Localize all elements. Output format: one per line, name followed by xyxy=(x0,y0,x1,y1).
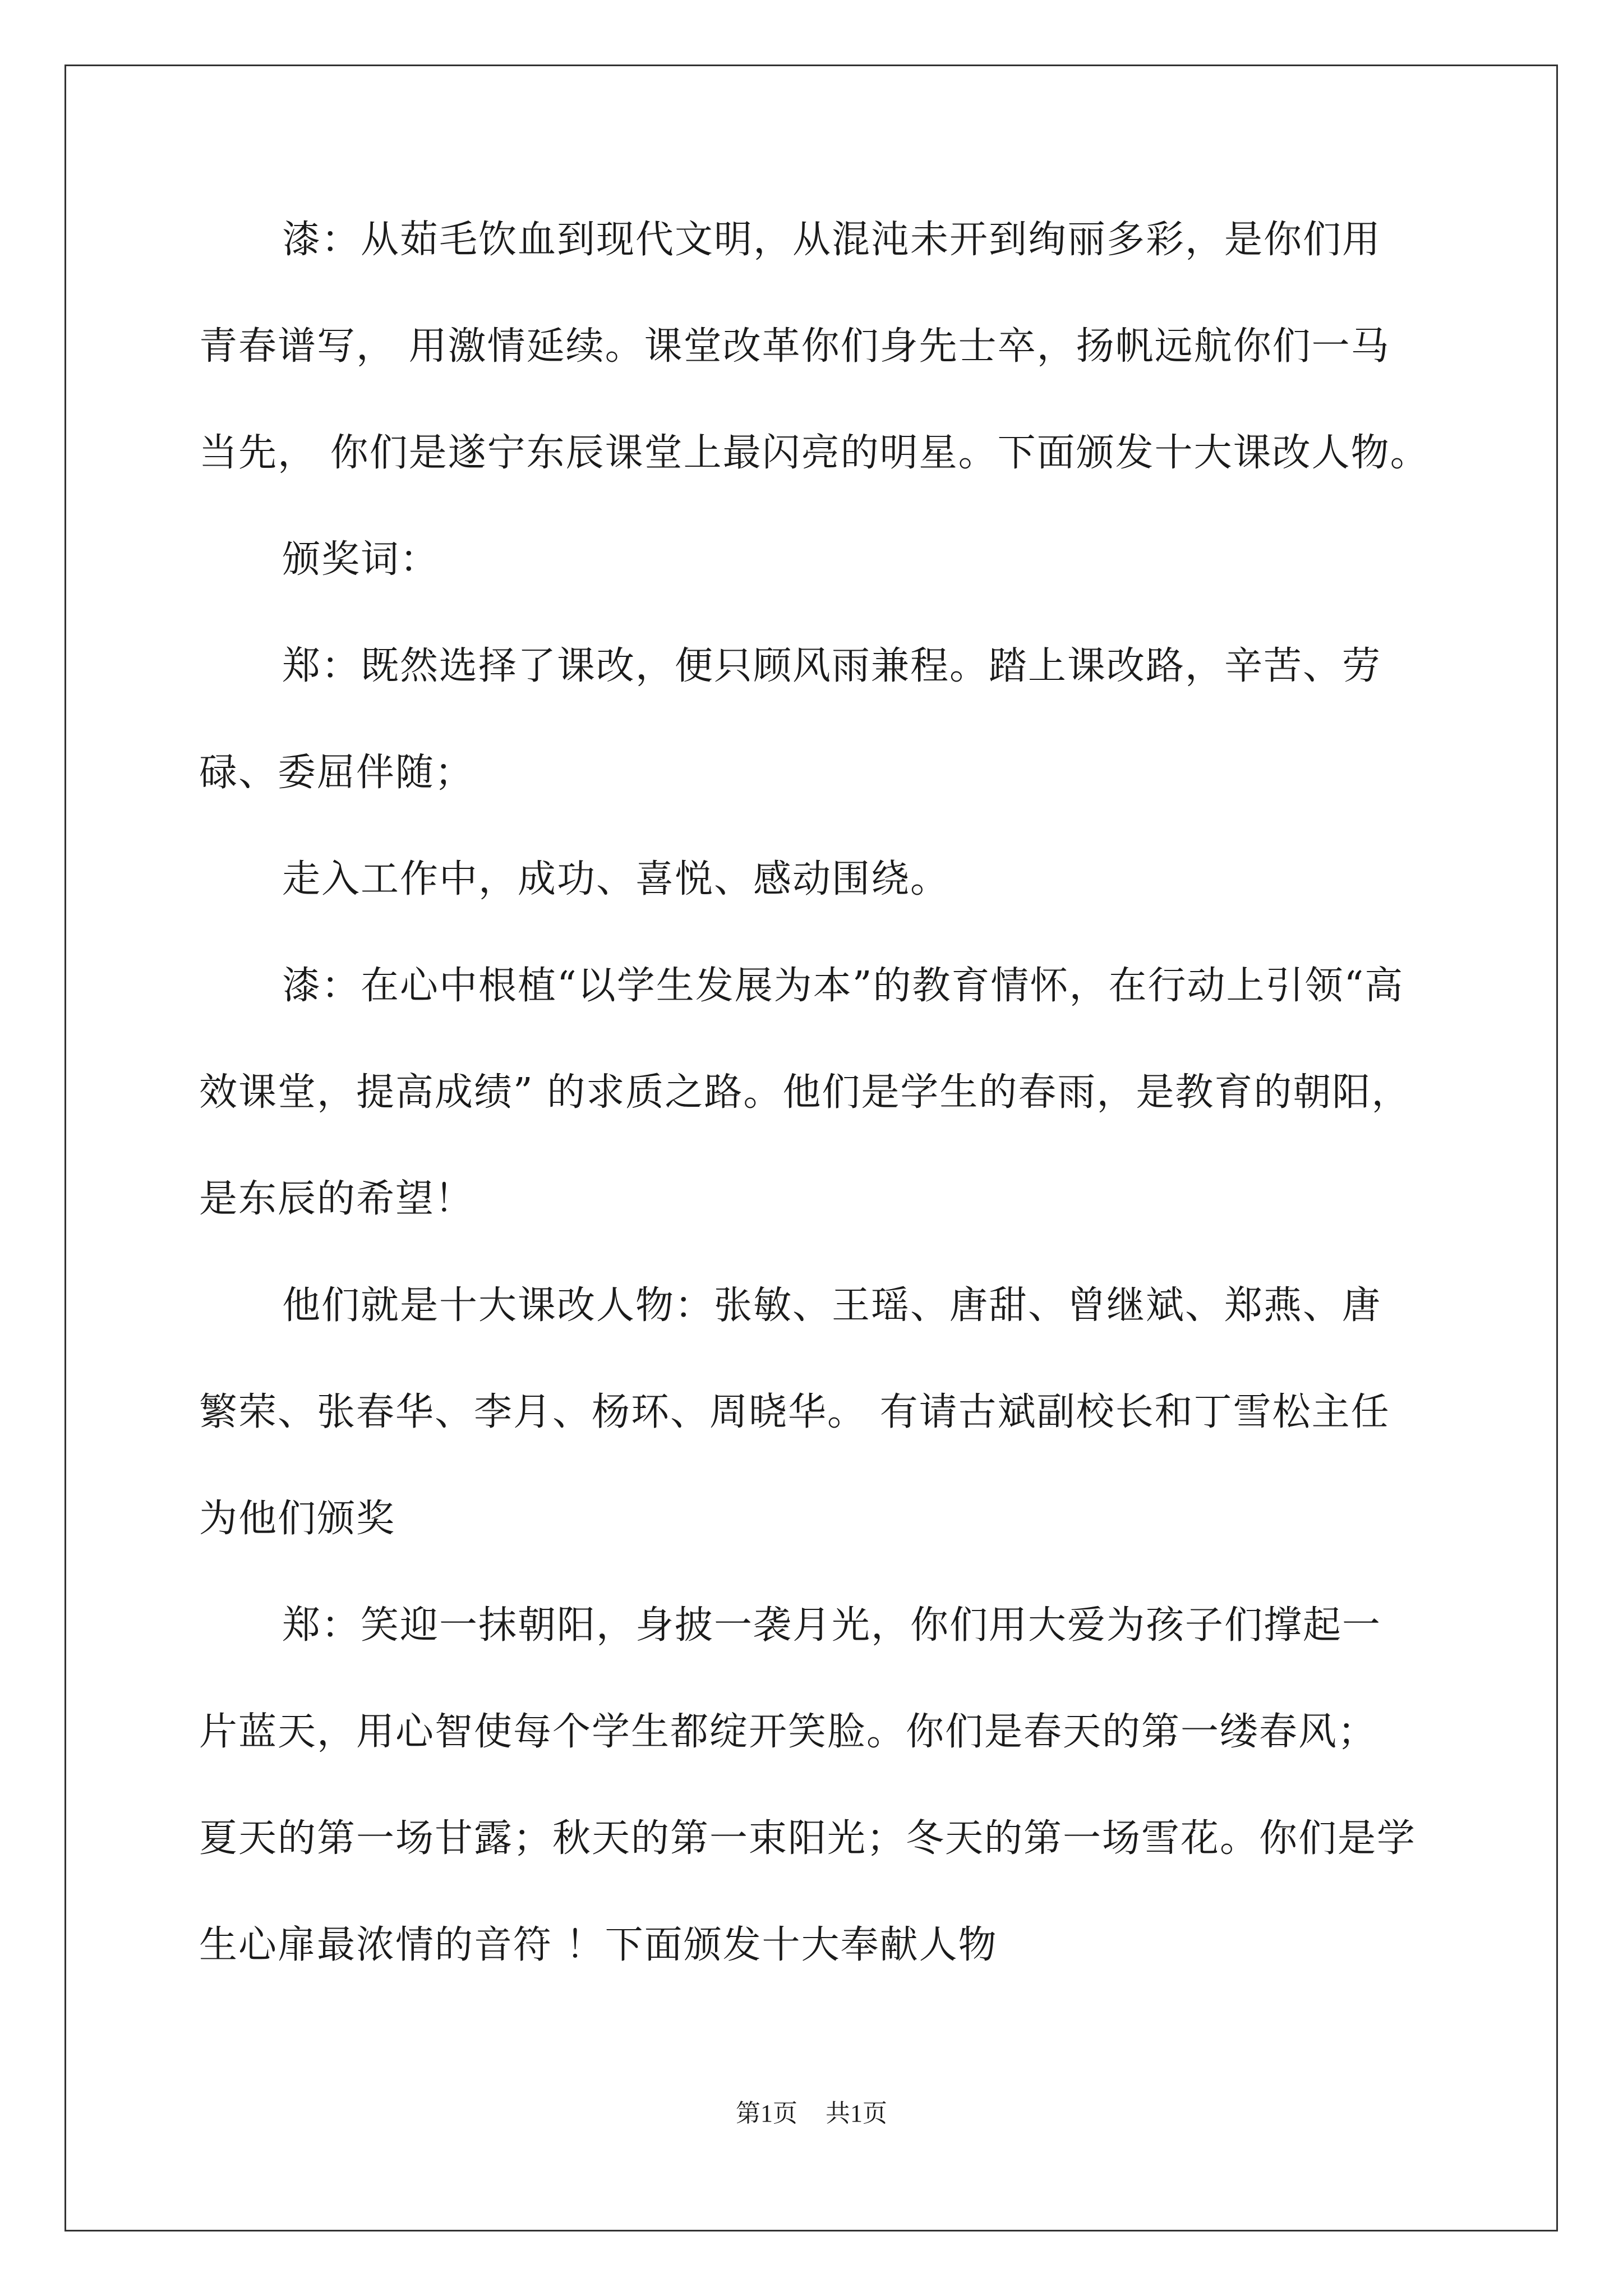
paragraph-line: 漆：在心中根植“以学生发展为本”的教育情怀，在行动上引领“高 xyxy=(282,964,1404,1008)
paragraph-line: 生心扉最浓情的音符 ！下面颁发十大奉献人物 xyxy=(199,1923,998,1967)
paragraph-line: 是东辰的希望！ xyxy=(199,1177,474,1221)
paragraph-line: 郑：既然选择了课改，便只顾风雨兼程。踏上课改路，辛苦、劳 xyxy=(282,644,1382,688)
paragraph-line: 效课堂，提高成绩” 的求质之路。他们是学生的春雨，是教育的朝阳， xyxy=(199,1070,1411,1115)
page-number: 第1页 xyxy=(736,2100,797,2127)
document-body xyxy=(199,213,1430,2025)
paragraph-line: 郑：笑迎一抹朝阳，身披一袭月光，你们用大爱为孩子们撑起一 xyxy=(282,1603,1382,1648)
paragraph-line: 颁奖词： xyxy=(282,537,440,582)
paragraph-line: 为他们颁奖 xyxy=(199,1497,396,1541)
paragraph-line: 走入工作中，成功、喜悦、感动围绕。 xyxy=(282,857,950,901)
paragraph-line: 片蓝天，用心智使每个学生都绽开笑脸。你们是春天的第一缕春风； xyxy=(199,1710,1377,1754)
paragraph-line: 漆：从茹毛饮血到现代文明，从混沌未开到绚丽多彩，是你们用 xyxy=(282,218,1382,262)
paragraph-line: 夏天的第一场甘露；秋天的第一束阳光；冬天的第一场雪花。你们是学 xyxy=(199,1816,1417,1861)
paragraph-line: 碌、委屈伴随； xyxy=(199,751,474,795)
paragraph-line: 当先， 你们是遂宁东辰课堂上最闪亮的明星。下面颁发十大课改人物。 xyxy=(199,431,1430,475)
paragraph-line: 他们就是十大课改人物：张敏、王瑶、唐甜、曾继斌、郑燕、唐 xyxy=(282,1283,1382,1328)
page-footer xyxy=(0,2097,1623,2131)
page-total: 共1页 xyxy=(826,2100,887,2127)
paragraph-line: 繁荣、张春华、李月、杨环、周晓华。 有请古斌副校长和丁雪松主任 xyxy=(199,1390,1390,1434)
paragraph-line: 青春谱写， 用激情延续。课堂改革你们身先士卒，扬帆远航你们一马 xyxy=(199,324,1390,369)
